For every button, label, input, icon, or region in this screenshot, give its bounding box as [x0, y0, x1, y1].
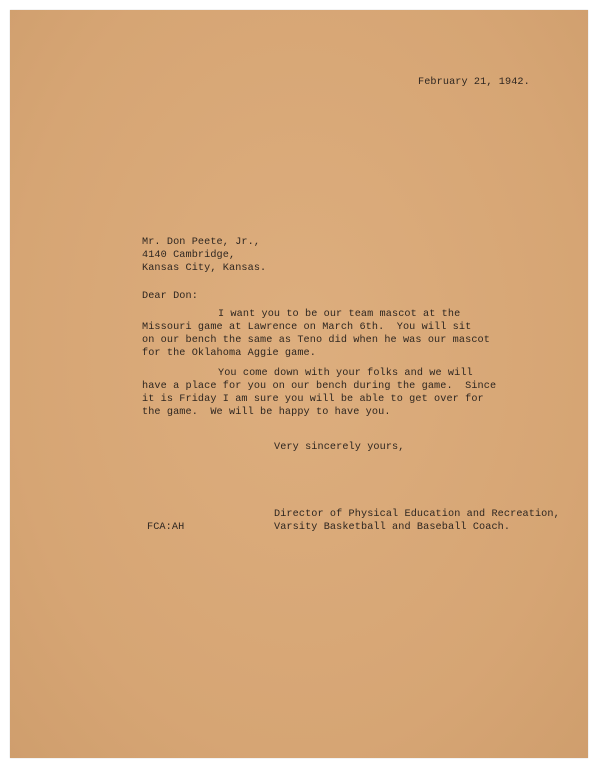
- reference-initials: FCA:AH: [147, 522, 185, 533]
- recipient-street: 4140 Cambridge,: [142, 250, 236, 261]
- paragraph-2-line-3: it is Friday I am sure you will be able to get over for: [142, 394, 484, 405]
- paragraph-2-line-2: have a place for you on our bench during the game. Since: [142, 381, 497, 392]
- paragraph-2-line-4: the game. We will be happy to have you.: [142, 407, 391, 418]
- signature-title-line-2: Varsity Basketball and Baseball Coach.: [274, 522, 511, 533]
- paragraph-1-line-2: Missouri game at Lawrence on March 6th. You will sit: [142, 322, 472, 333]
- recipient-name: Mr. Don Peete, Jr.,: [142, 237, 261, 248]
- paragraph-2-line-1: You come down with your folks and we will: [218, 368, 473, 379]
- letter-page: [10, 10, 588, 758]
- recipient-city: Kansas City, Kansas.: [142, 263, 267, 274]
- paragraph-1-line-4: for the Oklahoma Aggie game.: [142, 348, 316, 359]
- paragraph-1-line-3: on our bench the same as Teno did when he was our mascot: [142, 335, 490, 346]
- closing: Very sincerely yours,: [274, 442, 405, 453]
- paragraph-1-line-1: I want you to be our team mascot at the: [218, 309, 461, 320]
- letter-date: February 21, 1942.: [418, 77, 530, 88]
- signature-title-line-1: Director of Physical Education and Recreation,: [274, 509, 560, 520]
- salutation: Dear Don:: [142, 291, 198, 302]
